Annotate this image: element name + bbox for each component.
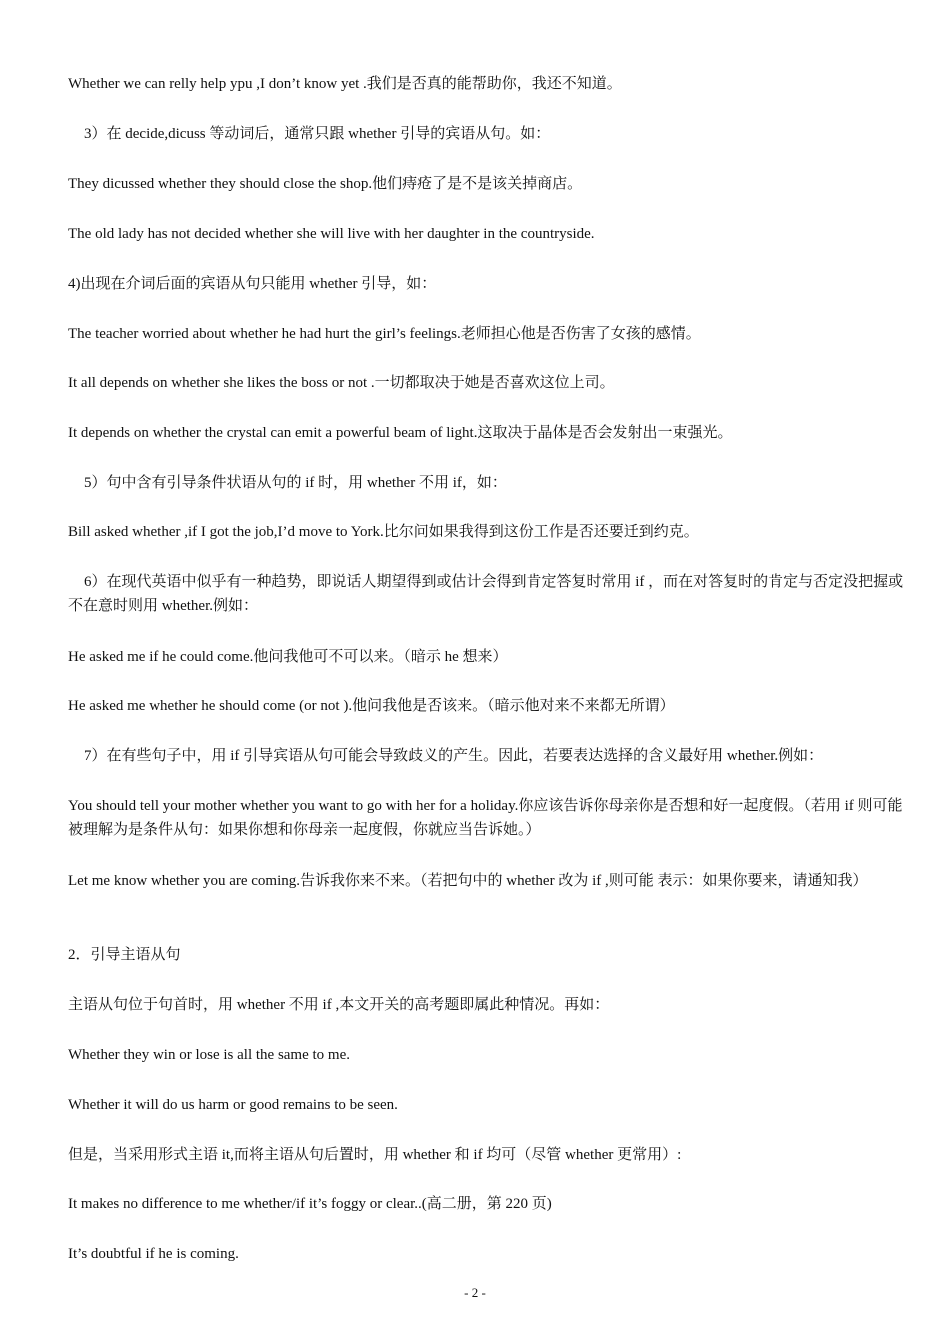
paragraph-16: Let me know whether you are coming.告诉我你来不来。（若把句中的 whether 改为 if ,则可能 表示：如果你要来，请通知我） — [68, 873, 868, 889]
paragraph-18: 主语从句位于句首时，用 whether 不用 if ,本文开关的高考题即属此种情况。再如： — [68, 997, 610, 1013]
paragraph-21: 但是，当采用形式主语 it,而将主语从句后置时，用 whether 和 if 均可（尽管 whether 更常用）: — [68, 1147, 682, 1163]
paragraph-20: Whether it will do us harm or good remains to be seen. — [68, 1097, 398, 1113]
paragraph-13: He asked me whether he should come (or not ).他问我他是否该来。（暗示他对来不来都无所谓） — [68, 698, 675, 714]
paragraph-rule-7-heading: 7）在有些句子中，用 if 引导宾语从句可能会导致歧义的产生。因此，若要表达选择的含义最好用 whether.例如： — [84, 748, 824, 764]
paragraph-rule-6-heading: 6）在现代英语中似乎有一种趋势，即说话人期望得到或估计会得到肯定答复时常用 if ，而在对答复时的肯定与否定没把握或不在意时则用 whether.例如： — [68, 574, 904, 614]
paragraph-rule-4-heading: 4)出现在介词后面的宾语从句只能用 whether 引导，如： — [68, 276, 437, 292]
paragraph-rule-3-heading: 3）在 decide,dicuss 等动词后，通常只跟 whether 引导的宾语从句。如： — [84, 126, 551, 142]
page-number: - 2 - — [464, 1285, 486, 1300]
paragraph-8: It depends on whether the crystal can emit a powerful beam of light.这取决于晶体是否会发射出一束强光。 — [68, 425, 733, 441]
paragraph-12: He asked me if he could come.他问我他可不可以来。（暗示 he 想来） — [68, 649, 508, 665]
paragraph-1: Whether we can relly help ypu ,I don’t know yet .我们是否真的能帮助你，我还不知道。 — [68, 76, 622, 92]
paragraph-19: Whether they win or lose is all the same to me. — [68, 1047, 351, 1063]
paragraph-4: The old lady has not decided whether she will live with her daughter in the countryside. — [68, 226, 595, 242]
paragraph-22: It makes no difference to me whether/if it’s foggy or clear..(高二册，第 220 页) — [68, 1196, 552, 1212]
section-heading-subject-clause: 2．引导主语从句 — [68, 947, 181, 963]
paragraph-10: Bill asked whether ,if I got the job,I’d move to York.比尔问如果我得到这份工作是否还要迁到约克。 — [68, 524, 699, 540]
paragraph-7: It all depends on whether she likes the boss or not .一切都取决于她是否喜欢这位上司。 — [68, 375, 615, 391]
paragraph-23: It’s doubtful if he is coming. — [68, 1246, 239, 1262]
paragraph-15: You should tell your mother whether you want to go with her for a holiday.你应该告诉你母亲你是否想和好一起度假。（若用 if 则可能被理解为是条件从句：如果你想和你母亲一起度假，你就应当告诉她。） — [68, 798, 903, 838]
paragraph-rule-5-heading: 5）句中含有引导条件状语从句的 if 时，用 whether 不用 if，如： — [84, 475, 507, 491]
paragraph-6: The teacher worried about whether he had hurt the girl’s feelings.老师担心他是否伤害了女孩的感情。 — [68, 326, 701, 342]
paragraph-3: They dicussed whether they should close the shop.他们痔疮了是不是该关掉商店。 — [68, 176, 583, 192]
